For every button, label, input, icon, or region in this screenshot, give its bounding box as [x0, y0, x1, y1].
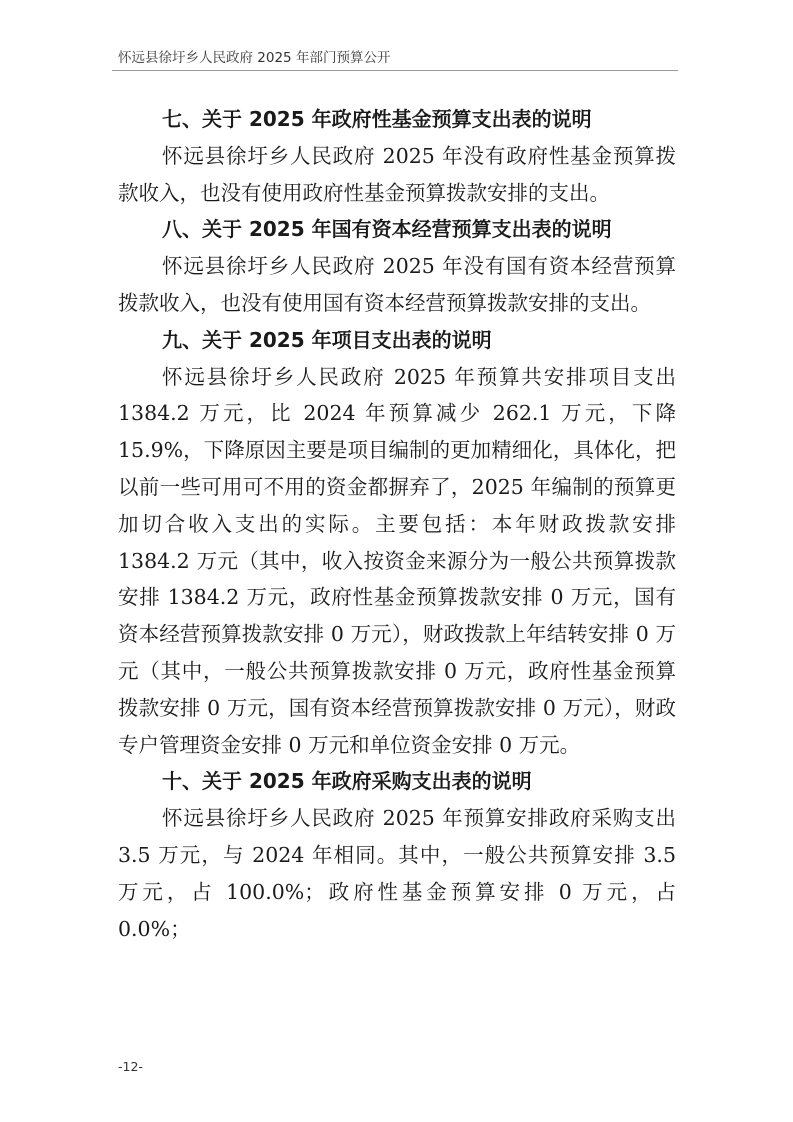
page-number: -12-	[118, 1059, 143, 1074]
section-paragraph-9: 怀远县徐圩乡人民政府 2025 年预算共安排项目支出 1384.2 万元，比 2024 年预算减少 262.1 万元，下降 15.9%，下降原因主要是项目编制的更加精细化，具体化，把以前一些可用可不用的资金都摒弃了，2025 年编制的预算更加切合收入支出的实际。主要包括：本年财政拨款安排 1384.2 万元（其中，收入按资金来源分为一般公共预算拨款安排 1384.2 万元，政府性基金预算拨款安排 0 万元，国有资本经营预算拨款安排 0 万元），财政拨款上年结转安排 0 万元（其中，一般公共预算拨款安排 0 万元，政府性基金预算拨款安排 0 万元，国有资本经营预算拨款安排 0 万元），财政专户管理资金安排 0 万元和单位资金安排 0 万元。	[118, 364, 676, 757]
running-header: 怀远县徐圩乡人民政府 2025 年部门预算公开	[118, 50, 391, 66]
section-paragraph-7: 怀远县徐圩乡人民政府 2025 年没有政府性基金预算拨款收入，也没有使用政府性基金预算拨款安排的支出。	[118, 143, 676, 205]
section-heading-7: 七、关于 2025 年政府性基金预算支出表的说明	[162, 107, 592, 131]
section-heading-10: 十、关于 2025 年政府采购支出表的说明	[162, 769, 532, 794]
section-heading-9: 九、关于 2025 年项目支出表的说明	[162, 327, 492, 352]
section-heading-8: 八、关于 2025 年国有资本经营预算支出表的说明	[162, 217, 612, 242]
header-divider	[112, 70, 678, 71]
section-paragraph-10: 怀远县徐圩乡人民政府 2025 年预算安排政府采购支出 3.5 万元，与 2024 年相同。其中，一般公共预算安排 3.5 万元，占 100.0%；政府性基金预算安排 0 万元，占 0.0%；	[118, 806, 676, 941]
document-body	[118, 101, 676, 947]
section-paragraph-8: 怀远县徐圩乡人民政府 2025 年没有国有资本经营预算拨款收入，也没有使用国有资本经营预算拨款安排的支出。	[118, 254, 676, 315]
